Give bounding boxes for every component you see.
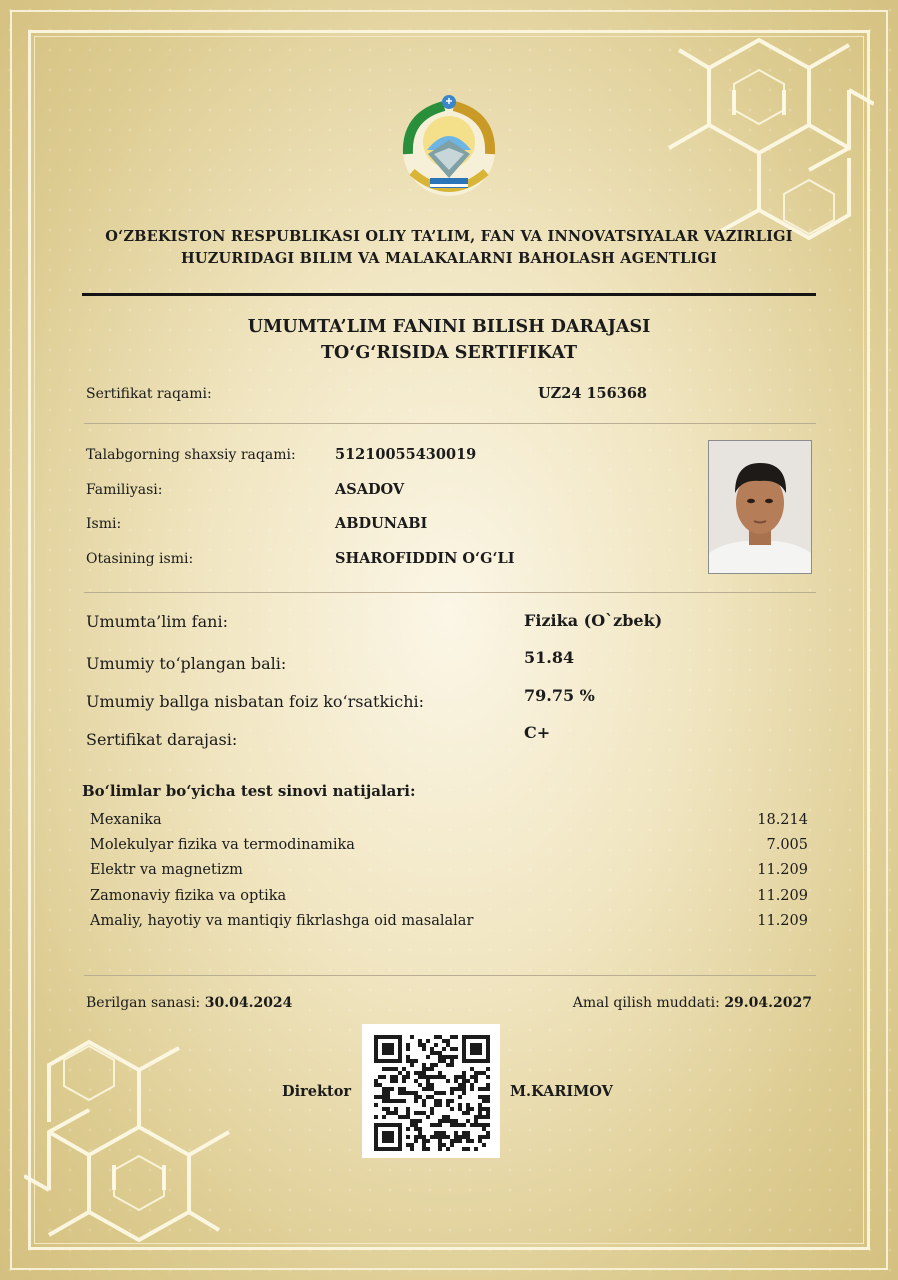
name-label: Ismi:	[86, 516, 122, 532]
certificate-number-label: Sertifikat raqami:	[86, 386, 212, 402]
section-name: Amaliy, hayotiy va mantiqiy fikrlashga oid masalalar	[90, 913, 474, 929]
surname-label: Familiyasi:	[86, 482, 163, 498]
certificate-level-value: C+	[524, 723, 551, 742]
certificate-title-line-1: UMUMTA’LIM FANINI BILISH DARAJASI	[247, 317, 651, 337]
subject-label: Umumta’lim fani:	[86, 612, 228, 631]
header-divider	[82, 293, 816, 296]
sections-heading: Bo‘limlar bo‘yicha test sinovi natijalari:	[82, 782, 416, 800]
patronymic-value: SHAROFIDDIN O‘G‘LI	[335, 550, 515, 567]
percent-value: 79.75 %	[524, 686, 595, 705]
organization-line-1: O‘ZBEKISTON RESPUBLIKASI OLIY TA’LIM, FAN VA INNOVATSIYALAR VAZIRLIGI	[105, 228, 793, 245]
valid-until-value: 29.04.2027	[724, 995, 812, 1011]
organization-line-2: HUZURIDAGI BILIM VA MALAKALARNI BAHOLASH AGENTLIGI	[181, 250, 717, 267]
personal-id-value: 51210055430019	[335, 446, 477, 463]
personal-id-label: Talabgorning shaxsiy raqami:	[86, 447, 296, 463]
valid-until	[573, 995, 812, 1011]
valid-until-label: Amal qilish muddati:	[572, 995, 720, 1011]
certificate-title-line-2: TO‘G‘RISIDA SERTIFIKAT	[321, 343, 577, 363]
director-name: M.KARIMOV	[510, 1083, 613, 1100]
portrait-silhouette	[709, 441, 811, 573]
corner-ornament-bottom-left	[24, 1000, 254, 1250]
portrait-photo	[708, 440, 812, 574]
section-score: 18.214	[757, 812, 808, 828]
section-name: Elektr va magnetizm	[90, 862, 243, 878]
total-score-value: 51.84	[524, 648, 575, 667]
patronymic-label: Otasining ismi:	[86, 551, 194, 567]
qr-code[interactable]	[362, 1024, 500, 1158]
total-score-label: Umumiy to‘plangan bali:	[86, 654, 287, 673]
percent-label: Umumiy ballga nisbatan foiz ko‘rsatkichi:	[86, 692, 425, 711]
name-value: ABDUNABI	[335, 515, 428, 532]
surname-value: ASADOV	[335, 481, 405, 498]
section-score: 11.209	[757, 913, 808, 929]
issue-date	[86, 995, 292, 1011]
director-label: Direktor	[282, 1083, 352, 1100]
section-score: 7.005	[766, 837, 808, 853]
section-score: 11.209	[757, 888, 808, 904]
certificate-number-value: UZ24 156368	[538, 385, 647, 402]
section-score: 11.209	[757, 862, 808, 878]
section-name: Molekulyar fizika va termodinamika	[90, 837, 355, 853]
divider	[84, 975, 816, 976]
section-name: Zamonaviy fizika va optika	[90, 888, 287, 904]
state-emblem-icon	[392, 92, 506, 204]
divider	[84, 592, 816, 593]
certificate-level-label: Sertifikat darajasi:	[86, 730, 238, 749]
divider	[84, 423, 816, 424]
issue-date-label: Berilgan sanasi:	[86, 995, 201, 1011]
section-name: Mexanika	[90, 812, 162, 828]
issue-date-value: 30.04.2024	[204, 995, 293, 1011]
subject-value: Fizika (O`zbek)	[524, 611, 663, 630]
